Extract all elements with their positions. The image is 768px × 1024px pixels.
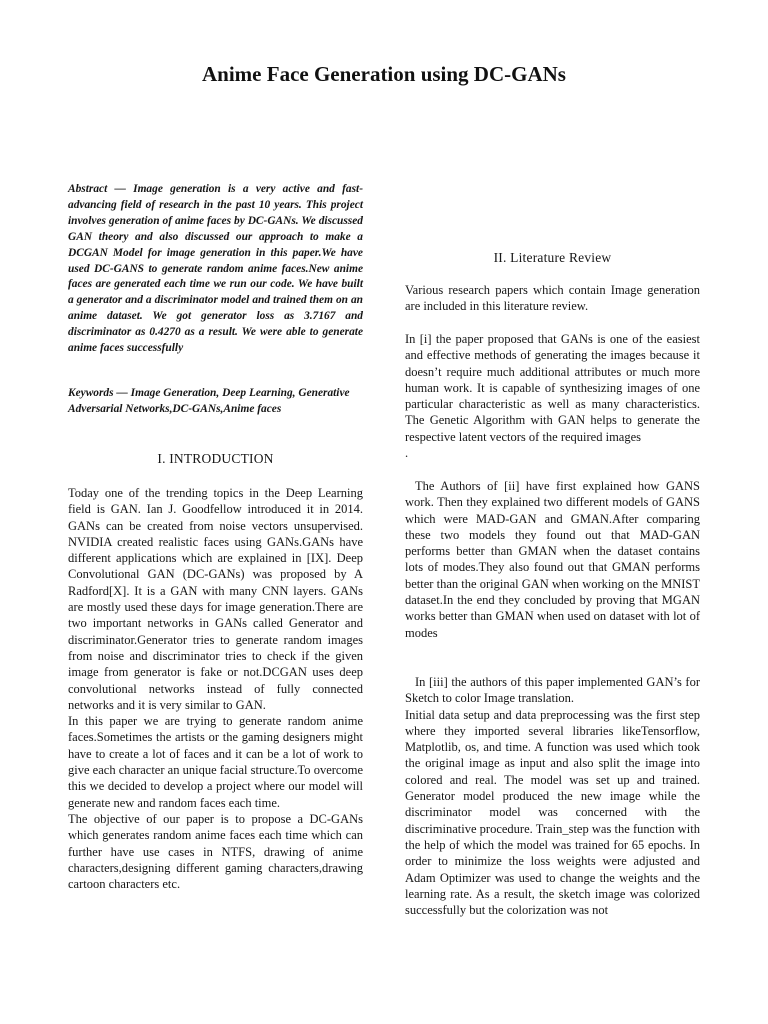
introduction-paragraph-1: Today one of the trending topics in the Deep Learning field is GAN. Ian J. Goodfellow introduced it in 2014. GANs can be created from noise vectors unsupervised. NVIDIA created realistic faces using GANs.GANs have different applications which are explained in [IX]. Deep Convolutional GAN (DC-GANs) was proposed by A Radford[X]. It is a GAN with many CNN layers. GANs are mostly used these days for image generation.There are two important networks in GANs called Generator and discriminator.Generator tries to generate random images from noise and discriminator tries to check if the given image from generator is fake or not.DCGAN uses deep convolutional networks instead of fully connected networks and it is very similar to GAN. [68,486,363,712]
literature-review-paragraph-iii-b-text: Initial data setup and data preprocessing was the first step where they imported several libraries likeTensorflow, Matplotlib, os, and time. A function was used which took the original image as input and also split the image into colored and real. The model was set up and trained. Generator model produced the new image while the discriminator model was concerned with the discriminative procedure. Train_step was the function with the help of which the model was trained for 65 epochs. In order to minimize the loss weights were adjusted and Adam Optimizer was used to change the weights and the learning rate. As a result, the sketch image was colorized successfully but the colorization was not [405,707,700,918]
stray-dot: . [405,446,409,461]
literature-review-intro [405,282,700,315]
introduction-heading: I. INTRODUCTION [157,451,274,466]
introduction-paragraph-3: The objective of our paper is to propose a DC-GANs which generates random anime faces each time which can further have use cases in NTFS, drawing of anime characters,designing different gaming characters,drawing cartoon characters etc. [68,811,363,892]
abstract: Abstract — Image generation is a very active and fast-advancing field of research in the past 10 years. This project involves generation of anime faces by DC-GANs. We discussed GAN theory and also discussed our approach to make a DCGAN Model for image generation in this paper.We have used DC-GANS to generate random anime faces.New anime faces are generated each time we run our code. We have built a generator and a discriminator model and trained them on an anime dataset. We got generator loss as 3.7167 and discriminator as 0.4270 as a result. We were able to generate anime faces successfully [68,183,363,355]
literature-review-paragraph-ii-text: The Authors of [ii] have first explained how GANS work. Then they explained two different models of GANS which were MAD-GAN and GMAN.After comparing these two models they found out that MAD-GAN performs better than GMAN when the dataset contains lots of modes.They also found out that GMAN performs better than the original GAN when working on the MNIST dataset.In the end they concluded by proving that MGAN works better than GMAN when used on dataset with lot of modes [405,479,700,640]
literature-review-intro-text: Various research papers which contain Image generation are included in this literature review. [405,283,700,314]
keywords: Keywords — Image Generation, Deep Learning, Generative Adversarial Networks,DC-GANs,Anime faces [68,387,350,415]
literature-review-paragraph-i [405,331,700,461]
introduction-body [68,485,363,892]
literature-review-paragraph-iii-text: In [iii] the authors of this paper implemented GAN’s for Sketch to color Image translation. [405,675,700,706]
paper-title: Anime Face Generation using DC-GANs [202,62,566,86]
literature-review-heading: II. Literature Review [493,250,612,265]
literature-review-paragraph-ii [405,478,700,641]
literature-review-paragraph-iii [405,674,700,918]
literature-review-paragraph-i-text: In [i] the paper proposed that GANs is one of the easiest and effective methods of generating the images because it doesn’t require much additional attributes or much more human work. It is capable of synthesizing images of one particular characteristic as well as many characteristics. The Genetic Algorithm with GAN helps to generate the respective latent vectors of the required images [405,332,700,444]
introduction-paragraph-2: In this paper we are trying to generate random anime faces.Sometimes the artists or the gaming designers might have to create a lot of faces and it can be a lot of work to give each character an unique facial structure.To overcome this we decided to develop a project where our model will generate new and random faces each time. [68,714,363,810]
